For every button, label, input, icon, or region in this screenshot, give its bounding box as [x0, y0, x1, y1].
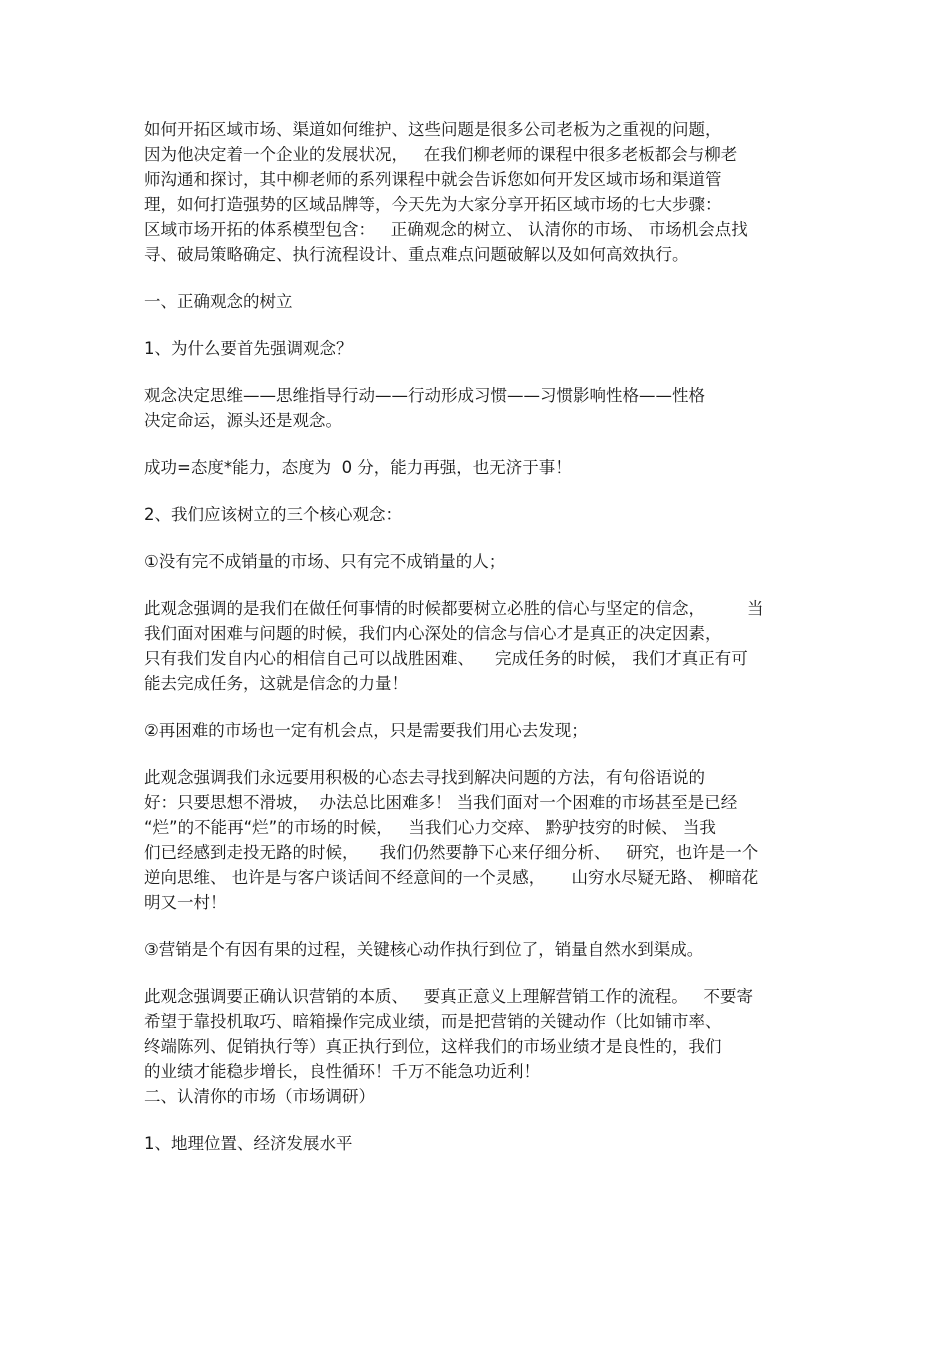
intro-paragraph — [144, 117, 806, 267]
concept-3-title: ③营销是个有因有果的过程，关键核心动作执行到位了，销量自然水到渠成。 — [144, 940, 704, 959]
concept-2-title: ②再困难的市场也一定有机会点，只是需要我们用心去发现； — [144, 721, 588, 740]
concept-2-heading — [144, 718, 806, 743]
formula-paragraph — [144, 455, 806, 480]
text-line: 能去完成任务，这就是信念的力量！ — [144, 674, 408, 693]
text-line: 师沟通和探讨，其中柳老师的系列课程中就会告诉您如何开发区域市场和渠道管 — [144, 170, 722, 189]
concept-1-heading — [144, 549, 806, 574]
section-1-title: 一、正确观念的树立 — [144, 292, 293, 311]
text-line: 希望于靠投机取巧、暗箱操作完成业绩，而是把营销的关键动作（比如铺市率、 — [144, 1012, 722, 1031]
section-heading — [144, 289, 806, 314]
section-heading — [144, 1084, 806, 1109]
text-line: 因为他决定着一个企业的发展状况， 在我们柳老师的课程中很多老板都会与柳老 — [144, 145, 738, 164]
text-line: 我们面对困难与问题的时候，我们内心深处的信念与信心才是真正的决定因素， — [144, 624, 722, 643]
text-line: 此观念强调我们永远要用积极的心态去寻找到解决问题的方法，有句俗语说的 — [144, 768, 705, 787]
concept-1-title: ①没有完不成销量的市场、只有完不成销量的人； — [144, 552, 506, 571]
question-2-title: 2、我们应该树立的三个核心观念： — [144, 505, 402, 524]
question-1-paragraph — [144, 383, 806, 433]
text-line: 的业绩才能稳步增长，良性循环！千万不能急功近利！ — [144, 1062, 540, 1081]
formula-line: 成功=态度*能力，态度为 0 分，能力再强，也无济于事！ — [144, 458, 572, 477]
text-line: 如何开拓区域市场、渠道如何维护、这些问题是很多公司老板为之重视的问题， — [144, 120, 722, 139]
document-body — [144, 117, 806, 1156]
concept-2-paragraph — [144, 765, 806, 915]
section-2-item-1: 1、地理位置、经济发展水平 — [144, 1134, 353, 1153]
text-line: 逆向思维、 也许是与客户谈话间不经意间的一个灵感， 山穷水尽疑无路、 柳暗花 — [144, 868, 759, 887]
text-line: 区域市场开拓的体系模型包含： 正确观念的树立、 认清你的市场、 市场机会点找 — [144, 220, 748, 239]
text-line: 寻、破局策略确定、执行流程设计、重点难点问题破解以及如何高效执行。 — [144, 245, 689, 264]
question-1-title: 1、为什么要首先强调观念？ — [144, 339, 353, 358]
text-line: 理，如何打造强势的区域品牌等，今天先为大家分享开拓区域市场的七大步骤： — [144, 195, 722, 214]
concept-1-paragraph — [144, 596, 806, 696]
text-line: 终端陈列、促销执行等）真正执行到位，这样我们的市场业绩才是良性的，我们 — [144, 1037, 722, 1056]
text-line: 好：只要思想不滑坡， 办法总比困难多！ 当我们面对一个困难的市场甚至是已经 — [144, 793, 738, 812]
text-line: “烂”的不能再“烂”的市场的时候， 当我们心力交瘁、 黔驴技穷的时候、 当我 — [144, 818, 716, 837]
text-line: 此观念强调要正确认识营销的本质、 要真正意义上理解营销工作的流程。 不要寄 — [144, 987, 753, 1006]
text-line: 此观念强调的是我们在做任何事情的时候都要树立必胜的信心与坚定的信念， 当 — [144, 599, 764, 618]
section-2-item — [144, 1131, 806, 1156]
text-line: 们已经感到走投无路的时候， 我们仍然要静下心来仔细分析、 研究，也许是一个 — [144, 843, 759, 862]
text-line: 明又一村！ — [144, 893, 227, 912]
text-line: 只有我们发自内心的相信自己可以战胜困难、 完成任务的时候， 我们才真正有可 — [144, 649, 748, 668]
subheading — [144, 502, 806, 527]
text-line: 决定命运，源头还是观念。 — [144, 411, 342, 430]
concept-3-heading — [144, 937, 806, 962]
subheading — [144, 336, 806, 361]
section-2-title: 二、认清你的市场（市场调研） — [144, 1087, 375, 1106]
concept-3-paragraph — [144, 984, 806, 1084]
text-line: 观念决定思维——思维指导行动——行动形成习惯——习惯影响性格——性格 — [144, 386, 705, 405]
